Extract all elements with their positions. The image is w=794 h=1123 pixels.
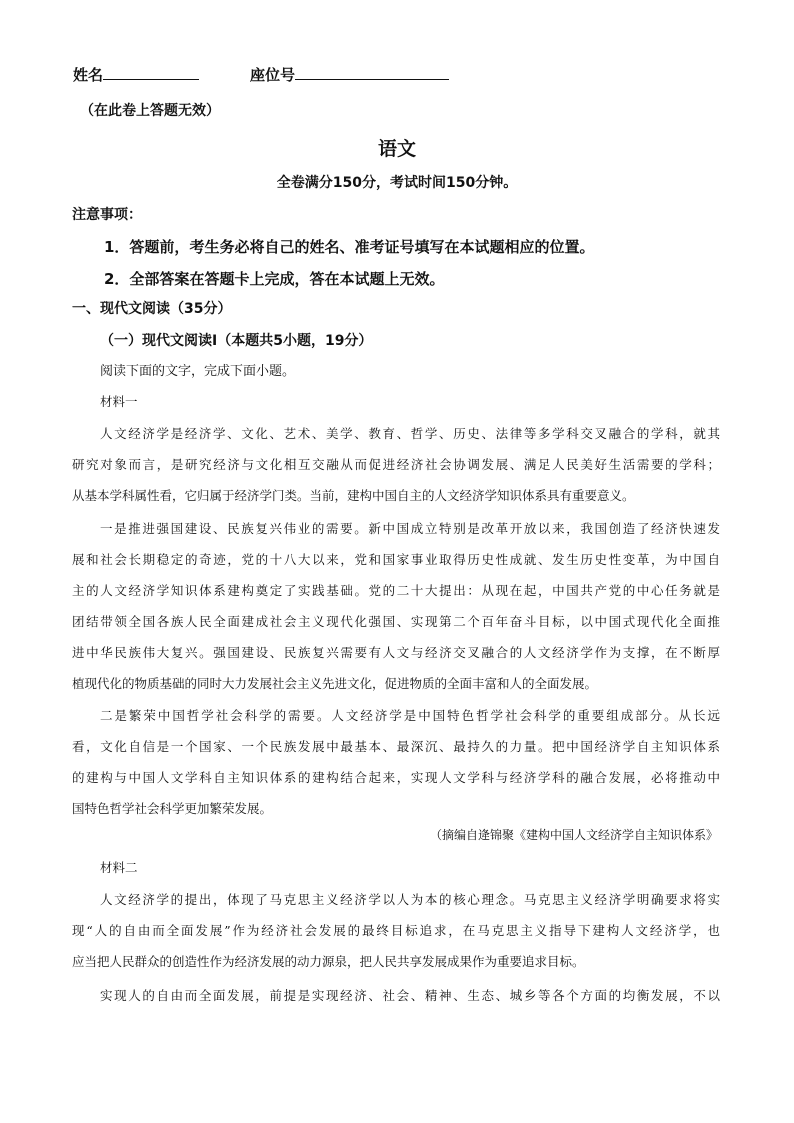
m1-p1-line-3: 从基本学科属性看，它归属于经济学门类。当前，建构中国自主的人文经济学知识体系具有重要意义。 (72, 488, 635, 503)
name-label: 姓名 (73, 66, 104, 84)
material-1-source: （摘编自逄锦聚《建构中国人文经济学自主知识体系》 (429, 828, 718, 842)
m1-p3-line-2: 看，文化自信是一个国家、一个民族发展中最基本、最深沉、最持久的力量。把中国经济学自主知识体系 (72, 739, 720, 754)
seat-field[interactable] (250, 64, 449, 85)
notice-heading: 注意事项： (72, 207, 142, 223)
m2-p1-line-3: 应当把人民群众的创造性作为经济发展的动力源泉，把人民共享发展成果作为重要追求目标。 (72, 954, 585, 969)
m1-p1-line-1: 人文经济学是经济学、文化、艺术、美学、教育、哲学、历史、法律等多学科交叉融合的学科，就其 (100, 426, 720, 441)
m1-p2-line-5: 进中华民族伟大复兴。强国建设、民族复兴需要有人文与经济交叉融合的人文经济学作为支撑，在不断厚 (72, 645, 720, 660)
m1-p3-line-4: 国特色哲学社会科学更加繁荣发展。 (72, 801, 273, 816)
m1-p2-line-1: 一是推进强国建设、民族复兴伟业的需要。新中国成立特别是改革开放以来，我国创造了经济快速发 (100, 521, 720, 536)
seat-blank[interactable] (295, 65, 449, 80)
m1-p2-line-2: 展和社会长期稳定的奇迹，党的十八大以来，党和国家事业取得历史性成就、发生历史性变革，为中国自 (72, 552, 720, 567)
m1-p1-line-2: 研究对象而言，是研究经济与文化相互交融从而促进经济社会协调发展、满足人民美好生活需要的学科； (72, 457, 720, 472)
reading-instruction: 阅读下面的文字，完成下面小题。 (100, 364, 296, 379)
material-1-label: 材料一 (100, 394, 138, 409)
m1-p3-line-3: 的建构与中国人文学科自主知识体系的建构结合起来，实现人文学科与经济学科的融合发展，必将推动中 (72, 770, 720, 785)
invalid-note: （在此卷上答题无效） (80, 103, 220, 119)
m1-p3-line-1: 二是繁荣中国哲学社会科学的需要。人文经济学是中国特色哲学社会科学的重要组成部分。从长远 (100, 708, 720, 723)
section-title: 一、现代文阅读（35分） (72, 301, 232, 317)
m2-p1-line-1: 人文经济学的提出，体现了马克思主义经济学以人为本的核心理念。马克思主义经济学明确要求将实 (100, 892, 720, 907)
notice-item-1: 1．答题前，考生务必将自己的姓名、准考证号填写在本试题相应的位置。 (104, 238, 595, 256)
name-field[interactable] (73, 64, 199, 85)
notice-item-2: 2．全部答案在答题卡上完成，答在本试题上无效。 (104, 270, 445, 288)
page-title: 语文 (377, 138, 416, 160)
seat-label: 座位号 (250, 66, 296, 84)
m1-p2-line-6: 植现代化的物质基础的同时大力发展社会主义先进文化，促进物质的全面丰富和人的全面发展。 (72, 676, 598, 691)
m1-p2-line-3: 主的人文经济学知识体系建构奠定了实践基础。党的二十大提出：从现在起，中国共产党的中心任务就是 (72, 583, 720, 598)
m2-p1-line-2: 现“人的自由而全面发展”作为经济社会发展的最终目标追求，在马克思主义指导下建构人文经济学，也 (72, 923, 720, 938)
subsection-title: （一）现代文阅读Ⅰ（本题共5小题，19分） (100, 333, 373, 349)
m2-p2-line-1: 实现人的自由而全面发展，前提是实现经济、社会、精神、生态、城乡等各个方面的均衡发展，不以 (100, 988, 720, 1003)
name-blank[interactable] (103, 65, 199, 80)
exam-info: 全卷满分150分，考试时间150分钟。 (276, 175, 518, 191)
m1-p2-line-4: 团结带领全国各族人民全面建成社会主义现代化强国、实现第二个百年奋斗目标，以中国式现代化全面推 (72, 614, 720, 629)
material-2-label: 材料二 (100, 860, 138, 875)
